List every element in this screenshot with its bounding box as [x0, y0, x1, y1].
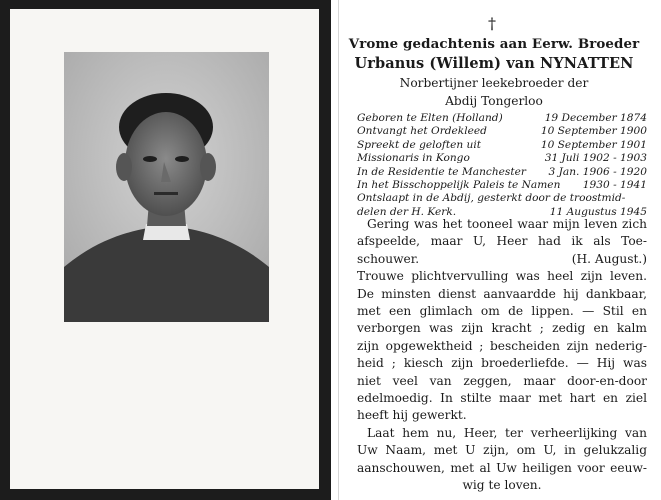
fact-date: 3 Jan. 1906 - 1920: [548, 165, 647, 178]
fact-label: Ontvangt het Ordekleed: [357, 125, 487, 138]
fact-row: [357, 152, 647, 165]
heading-order: Norbertijner leekebroeder der: [399, 76, 589, 90]
fact-label: Missionaris in Kongo: [357, 152, 470, 165]
text-line: aanschouwen, met al Uw heiligen voor eeuw-: [357, 460, 647, 475]
tribute-paragraph: [357, 268, 647, 425]
portrait-photo: [64, 52, 269, 322]
fact-row: [357, 125, 647, 138]
text-line: Gering was het tooneel waar mijn leven zich: [367, 217, 647, 231]
quote-source: (H. August.): [571, 251, 647, 266]
text-line: heid ; kiesch zijn broederliefde. — Hij was: [357, 356, 647, 371]
cross-icon: †: [488, 14, 496, 33]
text-line: verborgen was zijn kracht ; zedig en kalm: [357, 321, 647, 336]
text-line: heeft hij gewerkt.: [357, 408, 467, 423]
memorial-card-text-page: [338, 0, 661, 500]
text-line: wig te loven.: [462, 478, 542, 493]
fact-date: 1930 - 1941: [582, 178, 647, 191]
fact-label: Spreekt de geloften uit: [357, 138, 482, 151]
text-line: edelmoedig. In stilte maar met hart en ziel: [357, 391, 647, 406]
fact-date: 31 Juli 1902 - 1903: [544, 152, 647, 165]
fact-date: 10 September 1900: [540, 125, 647, 138]
prayer-paragraph: [357, 425, 647, 495]
text-line: [357, 251, 647, 268]
fact-date: 10 September 1901: [540, 138, 647, 151]
text-line: Uw Naam, met U zijn, om U, in gelukzalig: [357, 443, 647, 458]
fact-label: In het Bisschoppelijk Paleis te Namen: [357, 178, 561, 191]
fact-row: [357, 179, 647, 192]
text-fragment: schouwer.: [357, 251, 420, 266]
heading-line-1: Vrome gedachtenis aan Eerw. Broeder: [348, 36, 640, 52]
fact-label: In de Residentie te Manchester: [357, 165, 526, 178]
fact-row: [357, 139, 647, 152]
biography-facts: [357, 112, 647, 219]
death-date: 11 Augustus 1945: [549, 205, 647, 218]
death-row: [357, 192, 647, 205]
heading-abbey: Abdij Tongerloo: [445, 94, 543, 108]
text-line: afspeelde, maar U, Heer had ik als Toe-: [357, 234, 647, 249]
text-line: met een glimlach om de lippen. — Stil en: [357, 304, 647, 319]
fact-row: [357, 166, 647, 179]
quote-paragraph: [357, 216, 647, 268]
death-label: delen der H. Kerk.: [357, 205, 457, 218]
text-line: Trouwe plichtvervulling was heel zijn leven.: [357, 269, 647, 284]
death-text: Ontslaapt in de Abdij, gesterkt door de troostmid-: [357, 192, 626, 205]
text-line: De minsten dienst aanvaardde hij dankbaar,: [357, 286, 647, 301]
text-line: Laat hem nu, Heer, ter verheerlijking van: [367, 425, 647, 440]
fact-row: [357, 112, 647, 125]
text-line: niet veel van zeggen, maar door-en-door: [357, 373, 647, 388]
memorial-text: [357, 216, 647, 495]
text-line: zijn opgewektheid ; bescheiden zijn nederig-: [357, 338, 647, 353]
fact-date: 19 December 1874: [544, 112, 647, 124]
heading-name: Urbanus (Willem) van NYNATTEN: [354, 55, 634, 72]
card-inner: [10, 9, 319, 489]
fact-label: Geboren te Elten (Holland): [357, 112, 503, 124]
